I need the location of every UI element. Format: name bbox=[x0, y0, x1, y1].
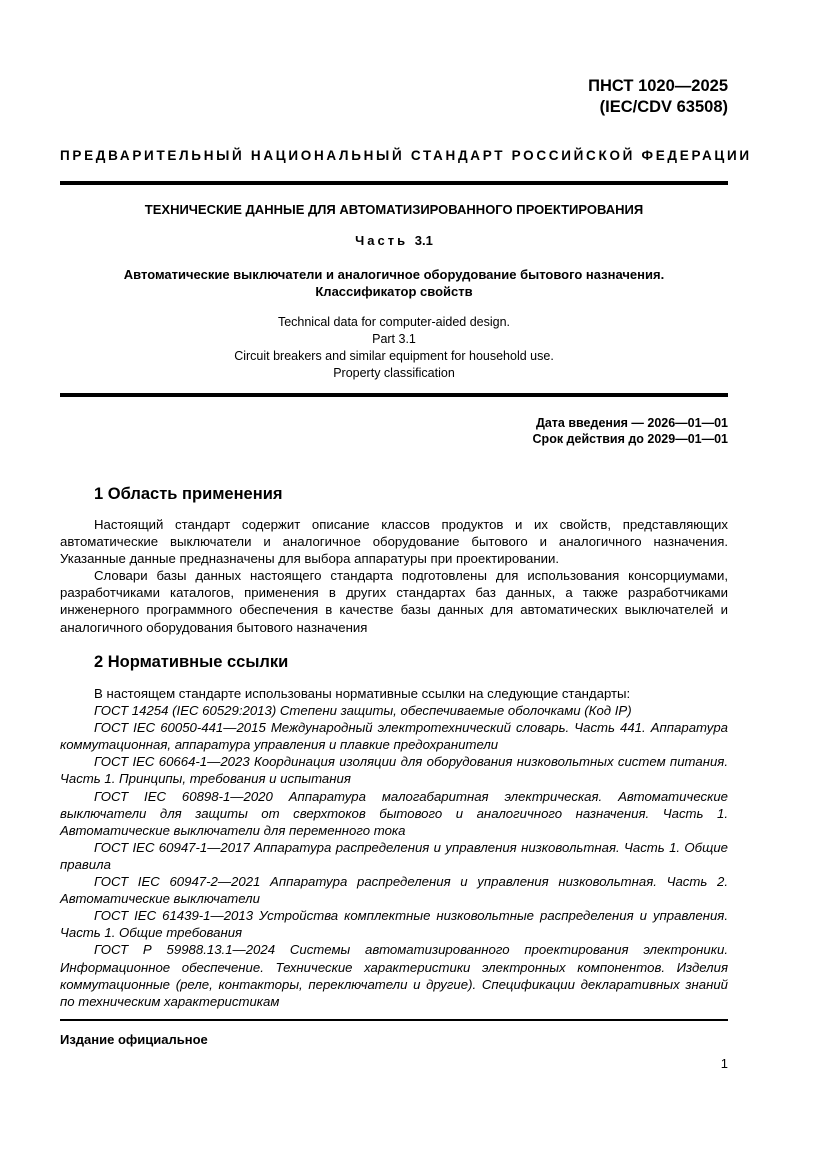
subtitle-line: Классификатор свойств bbox=[315, 284, 473, 299]
subtitle-line: Автоматические выключатели и аналогичное оборудование бытового назначения. bbox=[123, 267, 665, 282]
reference-item: ГОСТ Р 59988.13.1—2024 Системы автоматизированного проектирования электроники. Информационное обеспечение. Технические характеристики электронных компонентов. Изделия коммутационные (реле, контакторы, переключатели и другие). Спецификации декларативных знаний по техническим характеристикам bbox=[60, 942, 728, 1009]
section-2-heading: 2 Нормативные ссылки bbox=[94, 653, 289, 671]
standard-designation bbox=[588, 76, 728, 118]
designation-iec: (IEC/CDV 63508) bbox=[599, 98, 728, 116]
reference-item: ГОСТ IEC 60947-1—2017 Аппаратура распределения и управления низковольтная. Часть 1. Общие правила bbox=[60, 839, 728, 872]
dates-block bbox=[533, 415, 728, 447]
part-number: 3.1 bbox=[414, 233, 433, 248]
part-word: Часть bbox=[355, 233, 409, 248]
document-type: ПРЕДВАРИТЕЛЬНЫЙ НАЦИОНАЛЬНЫЙ СТАНДАРТ РОССИЙСКОЙ ФЕДЕРАЦИИ bbox=[60, 148, 752, 163]
reference-item: ГОСТ IEC 60050-441—2015 Международный электротехнический словарь. Часть 441. Аппаратура коммутационная, аппаратура управления и плавкие предохранители bbox=[60, 720, 728, 753]
english-title-line: Part 3.1 bbox=[372, 332, 416, 346]
reference-item: ГОСТ 14254 (IEC 60529:2013) Степени защиты, обеспечиваемые оболочками (Код IP) bbox=[94, 703, 632, 719]
validity-date: Срок действия до 2029—01—01 bbox=[532, 432, 728, 446]
section-1-heading: 1 Область применения bbox=[94, 485, 283, 503]
paragraph: Словари базы данных настоящего стандарта подготовлены для использования консорциумами, разработчиками каталогов, применения в других стандартах баз данных, а также разработчиками инженерного программного обеспечения в качестве базы данных для автоматических выключателей и аналогичного оборудования бытового назначения bbox=[60, 568, 728, 635]
footer-rule bbox=[60, 1019, 728, 1021]
section-2-body bbox=[60, 685, 728, 1010]
top-rule bbox=[60, 181, 728, 185]
part-label bbox=[60, 233, 728, 248]
english-title-line: Technical data for computer-aided design. bbox=[277, 315, 511, 329]
section-1-body bbox=[60, 516, 728, 636]
references-intro: В настоящем стандарте использованы нормативные ссылки на следующие стандарты: bbox=[94, 686, 631, 701]
reference-item: ГОСТ IEC 60947-2—2021 Аппаратура распределения и управления низковольтная. Часть 2. Автоматические выключатели bbox=[60, 874, 728, 907]
page-number: 1 bbox=[720, 1056, 728, 1071]
designation-number: ПНСТ 1020—2025 bbox=[588, 77, 728, 95]
reference-item: ГОСТ IEC 60898-1—2020 Аппаратура малогабаритная электрическая. Автоматические выключатели для защиты от сверхтоков бытового и аналогичного назначения. Часть 1. Автоматические выключатели для переменного тока bbox=[60, 788, 728, 838]
english-title bbox=[60, 314, 728, 382]
english-title-line: Circuit breakers and similar equipment for household use. bbox=[234, 349, 554, 363]
reference-item: ГОСТ IEC 61439-1—2013 Устройства комплектные низковольтные распределения и управления. Часть 1. Общие требования bbox=[60, 908, 728, 941]
english-title-line: Property classification bbox=[333, 366, 455, 380]
title-bottom-rule bbox=[60, 393, 728, 397]
official-edition-label: Издание официальное bbox=[60, 1032, 208, 1047]
document-title: ТЕХНИЧЕСКИЕ ДАННЫЕ ДЛЯ АВТОМАТИЗИРОВАННОГО ПРОЕКТИРОВАНИЯ bbox=[144, 202, 644, 217]
paragraph: Настоящий стандарт содержит описание классов продуктов и их свойств, представляющих автоматические выключатели и аналогичное оборудование бытового и аналогичного назначения. Указанные данные предназначены для выбора аппаратуры при проектировании. bbox=[60, 517, 728, 567]
document-subtitle bbox=[60, 266, 728, 300]
reference-item: ГОСТ IEC 60664-1—2023 Координация изоляции для оборудования низковольтных систем питания. Часть 1. Принципы, требования и испытания bbox=[60, 754, 728, 787]
introduction-date: Дата введения — 2026—01—01 bbox=[535, 416, 728, 430]
